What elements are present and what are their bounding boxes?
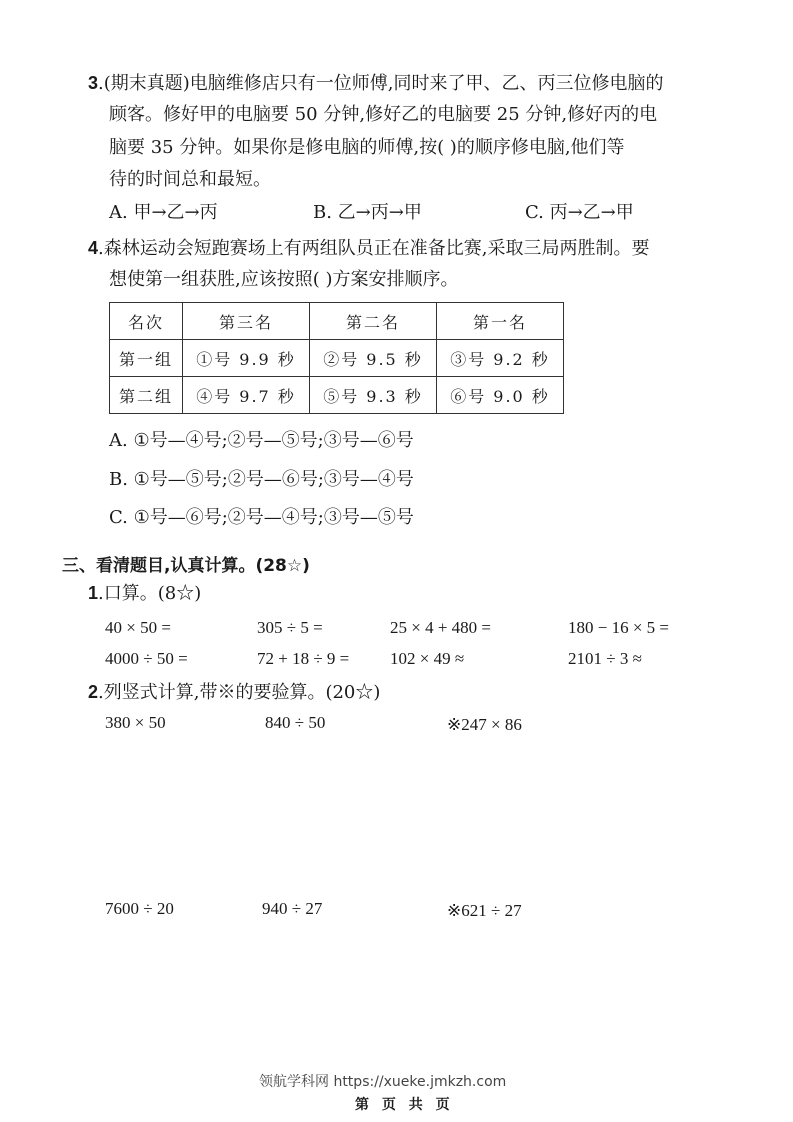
question-3-option-a: A. 甲→乙→丙 — [109, 202, 218, 223]
question-4-line-1: 4.森林运动会短跑赛场上有两组队员正在准备比赛,采取三局两胜制。要 — [88, 238, 650, 259]
mental-calc-item: 2101 ÷ 3 ≈ — [568, 649, 642, 668]
table-cell: 第二组 — [110, 377, 183, 414]
watermark-text: 领航学科网 https://xueke.jmkzh.com — [259, 1074, 507, 1090]
vertical-calc-item: ※247 × 86 — [447, 715, 522, 734]
question-3-line-2: 顾客。修好甲的电脑要 50 分钟,修好乙的电脑要 25 分钟,修好丙的电 — [109, 104, 658, 125]
table-cell: ②号 9.5 秒 — [310, 340, 437, 377]
vertical-calc-item: 7600 ÷ 20 — [105, 899, 174, 918]
mental-calc-item: 180 − 16 × 5 = — [568, 618, 670, 637]
question-4-option-b: B. ①号—⑤号;②号—⑥号;③号—④号 — [109, 469, 414, 490]
table-row — [110, 340, 564, 377]
question-4-option-c: C. ①号—⑥号;②号—④号;③号—⑤号 — [109, 507, 414, 528]
question-4-option-a: A. ①号—④号;②号—⑤号;③号—⑥号 — [109, 430, 414, 451]
part-1-title: 1.口算。(8☆) — [88, 583, 202, 604]
question-3-line-3: 脑要 35 分钟。如果你是修电脑的师傅,按( )的顺序修电脑,他们等 — [109, 137, 625, 158]
page-number: 第 页 共 页 — [355, 1097, 454, 1113]
question-3-line-1: 3.(期末真题)电脑维修店只有一位师傅,同时来了甲、乙、丙三位修电脑的 — [88, 73, 664, 94]
question-3-option-b: B. 乙→丙→甲 — [313, 202, 422, 223]
mental-calc-item: 4000 ÷ 50 = — [105, 649, 188, 668]
table-header-cell: 第一名 — [437, 303, 564, 340]
table-header-cell: 名次 — [110, 303, 183, 340]
vertical-calc-item: 380 × 50 — [105, 713, 166, 732]
question-4-line-2: 想使第一组获胜,应该按照( )方案安排顺序。 — [109, 269, 459, 290]
table-cell: 第一组 — [110, 340, 183, 377]
mental-calc-item: 40 × 50 = — [105, 618, 171, 637]
part-1-number: 1 — [88, 583, 99, 603]
table-cell: ④号 9.7 秒 — [183, 377, 310, 414]
question-4-number: 4 — [88, 238, 99, 258]
table-cell: ③号 9.2 秒 — [437, 340, 564, 377]
table-cell: ①号 9.9 秒 — [183, 340, 310, 377]
mental-calc-item: 25 × 4 + 480 = — [390, 618, 492, 637]
mental-calc-item: 102 × 49 ≈ — [390, 649, 465, 668]
question-3-number: 3 — [88, 73, 99, 93]
mental-calc-item: 305 ÷ 5 = — [257, 618, 323, 637]
vertical-calc-item: 840 ÷ 50 — [265, 713, 326, 732]
ranking-table — [109, 302, 564, 414]
table-cell: ⑤号 9.3 秒 — [310, 377, 437, 414]
table-cell: ⑥号 9.0 秒 — [437, 377, 564, 414]
section-3-title: 三、看清题目,认真计算。(28☆) — [62, 556, 310, 576]
question-3-option-c: C. 丙→乙→甲 — [525, 202, 634, 223]
mental-calc-item: 72 + 18 ÷ 9 = — [257, 649, 350, 668]
part-2-title: 2.列竖式计算,带※的要验算。(20☆) — [88, 682, 381, 703]
question-3-line-4: 待的时间总和最短。 — [109, 169, 271, 190]
table-header-cell: 第二名 — [310, 303, 437, 340]
table-row — [110, 377, 564, 414]
table-header-cell: 第三名 — [183, 303, 310, 340]
part-2-number: 2 — [88, 682, 99, 702]
vertical-calc-item: ※621 ÷ 27 — [447, 901, 522, 920]
table-header-row — [110, 303, 564, 340]
vertical-calc-item: 940 ÷ 27 — [262, 899, 323, 918]
